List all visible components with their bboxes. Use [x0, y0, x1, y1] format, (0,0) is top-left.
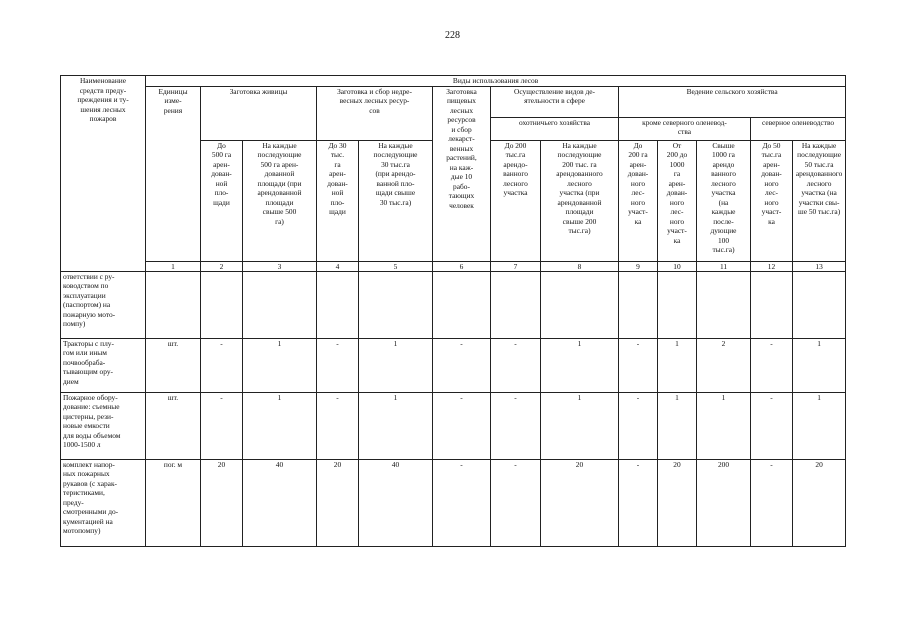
row-value: 1	[793, 338, 846, 392]
row-value: 1	[697, 392, 751, 459]
column-number-row	[61, 261, 846, 271]
row-name: Тракторы с плу- гом или иным почвообраба- тывающим ору- дием	[61, 338, 146, 392]
row-value: -	[433, 392, 491, 459]
row-value: -	[433, 459, 491, 546]
table-row	[61, 338, 846, 392]
row-value: 1	[359, 338, 433, 392]
row-value: 1	[541, 338, 619, 392]
column-number: 6	[433, 261, 491, 271]
header-col-13: До 50 тыс.га арен- дован- ного лес- ного участ- ка	[751, 140, 793, 261]
table-row	[61, 392, 846, 459]
row-value: 20	[317, 459, 359, 546]
row-value	[697, 271, 751, 338]
row-value: 20	[541, 459, 619, 546]
row-value: 20	[201, 459, 243, 546]
row-value: 1	[658, 392, 697, 459]
row-value	[619, 271, 658, 338]
row-value	[317, 271, 359, 338]
row-value: -	[491, 338, 541, 392]
column-number: 4	[317, 261, 359, 271]
row-value: -	[619, 459, 658, 546]
row-value: 40	[359, 459, 433, 546]
row-value: -	[317, 338, 359, 392]
table-row	[61, 271, 846, 338]
column-number: 3	[243, 261, 317, 271]
row-value: -	[433, 338, 491, 392]
header-food-resources: Заготовка пищевых лесных ресурсов и сбор лекарст- венных растений, на каж- дые 10 рабо- тающих человек	[433, 86, 491, 261]
row-value: 20	[658, 459, 697, 546]
row-value: 1	[243, 338, 317, 392]
column-number: 12	[751, 261, 793, 271]
header-kinds-of-use: Виды использования лесов	[146, 76, 846, 87]
row-unit: пог. м	[146, 459, 201, 546]
column-number: 5	[359, 261, 433, 271]
row-value: -	[201, 392, 243, 459]
row-value: 1	[243, 392, 317, 459]
row-name: комплект напор- ных пожарных рукавов (с харак- теристиками, преду- смотренными до- кументацией на мотопомпу)	[61, 459, 146, 546]
row-value: 2	[697, 338, 751, 392]
row-value: 40	[243, 459, 317, 546]
row-value: 20	[793, 459, 846, 546]
row-value	[793, 271, 846, 338]
column-number: 8	[541, 261, 619, 271]
table-row	[61, 459, 846, 546]
column-number: 9	[619, 261, 658, 271]
header-name-of-means: Наименование средств преду- преждения и ту- шения лесных пожаров	[61, 76, 146, 272]
row-unit: шт.	[146, 338, 201, 392]
row-value: 1	[541, 392, 619, 459]
header-hunting: охотничьего хозяйства	[491, 117, 619, 140]
header-row-b	[61, 86, 846, 117]
header-col-11: От 200 до 1000 га арен- дован- ного лес- ного участ- ка	[658, 140, 697, 261]
header-col-6: На каждые последующие 30 тыс.га (при арендо- ванной пло- щади свыше 30 тыс.га)	[359, 140, 433, 261]
column-number: 13	[793, 261, 846, 271]
header-col-14: На каждые последующие 50 тыс.га арендованного лесного участка (на участки свы- ше 50 тыс.га)	[793, 140, 846, 261]
column-number: 1	[146, 261, 201, 271]
header-agriculture: Ведение сельского хозяйства	[619, 86, 846, 117]
header-col-5: До 30 тыс. га арен- дован- ной пло- щади	[317, 140, 359, 261]
row-value: 200	[697, 459, 751, 546]
forest-fire-equipment-table	[60, 75, 846, 547]
row-value: -	[751, 392, 793, 459]
header-col-12: Свыше 1000 га арендо ванного лесного участка (на каждые после- дующие 100 тыс.га)	[697, 140, 751, 261]
header-units: Единицы изме- рения	[146, 86, 201, 261]
row-value: -	[317, 392, 359, 459]
row-name: Пожарное обору- дование: съемные цистерны, рези- новые емкости для воды объемом 1000-1500 л	[61, 392, 146, 459]
row-value: 1	[658, 338, 697, 392]
header-row-a	[61, 76, 846, 87]
row-value	[359, 271, 433, 338]
header-col-4: На каждые последующие 500 га арен- дованной площади (при арендованной площади свыше 500 га)	[243, 140, 317, 261]
header-col-8: До 200 тыс.га арендо- ванного лесного участка	[491, 140, 541, 261]
column-number: 11	[697, 261, 751, 271]
row-unit	[146, 271, 201, 338]
row-value	[201, 271, 243, 338]
row-value	[433, 271, 491, 338]
row-value	[243, 271, 317, 338]
row-value: -	[201, 338, 243, 392]
header-col-9: На каждые последующие 200 тыс. га арендованного лесного участка (при арендованной площади свыше 200 тыс.га)	[541, 140, 619, 261]
row-value: -	[491, 459, 541, 546]
row-value: -	[619, 338, 658, 392]
row-unit: шт.	[146, 392, 201, 459]
column-number: 2	[201, 261, 243, 271]
row-value: 1	[359, 392, 433, 459]
row-value: -	[619, 392, 658, 459]
row-name: ответствии с ру- ководством по эксплуатации (паспортом) на пожарную мото- помпу)	[61, 271, 146, 338]
header-except-north: кроме северного оленевод- ства	[619, 117, 751, 140]
column-number: 10	[658, 261, 697, 271]
column-number: 7	[491, 261, 541, 271]
header-north: северное оленеводство	[751, 117, 846, 140]
row-value	[541, 271, 619, 338]
row-value: 1	[793, 392, 846, 459]
header-col-3: До 500 га арен- дован- ной пло- щади	[201, 140, 243, 261]
row-value: -	[751, 459, 793, 546]
row-value: -	[491, 392, 541, 459]
row-value	[491, 271, 541, 338]
page-number: 228	[445, 30, 460, 41]
header-activities: Осуществление видов де- ятельности в сфере	[491, 86, 619, 117]
header-col-10: До 200 га арен- дован- ного лес- ного участ- ка	[619, 140, 658, 261]
row-value	[658, 271, 697, 338]
header-nonwood: Заготовка и сбор недре- весных лесных ресур- сов	[317, 86, 433, 140]
row-value: -	[751, 338, 793, 392]
header-resin: Заготовка живицы	[201, 86, 317, 140]
row-value	[751, 271, 793, 338]
